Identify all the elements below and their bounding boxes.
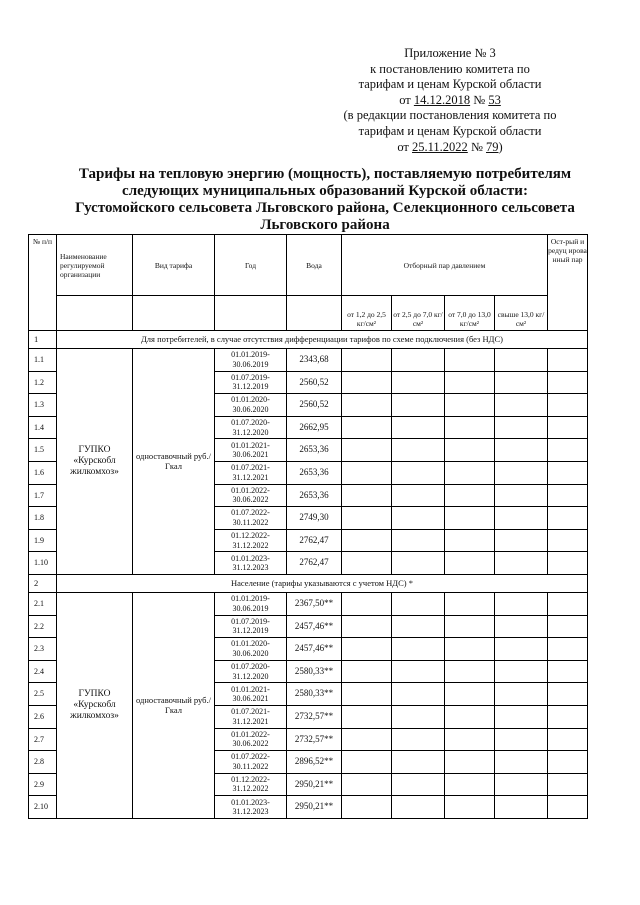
empty-cell — [342, 615, 392, 638]
empty-cell — [548, 371, 588, 394]
title-line-1: Тарифы на тепловую энергию (мощность), поставляемую потребителям — [78, 166, 572, 182]
empty-cell — [392, 552, 445, 575]
empty-cell — [445, 638, 495, 661]
empty-cell — [495, 439, 548, 462]
tariff-type: одноставочный руб./Гкал — [133, 349, 215, 575]
water-tariff-value: 2896,52** — [287, 751, 342, 774]
empty-cell — [548, 615, 588, 638]
period: 01.01.2019-30.06.2019 — [215, 592, 287, 615]
period: 01.07.2020-31.12.2020 — [215, 660, 287, 683]
row-number: 2.2 — [29, 615, 57, 638]
empty-cell — [342, 705, 392, 728]
appendix-number: Приложение № 3 — [404, 46, 496, 60]
empty-cell — [445, 552, 495, 575]
section-title: Для потребителей, в случае отсутствия дифференциации тарифов по схеме подключения (без НДС) — [57, 331, 588, 349]
section-title: Население (тарифы указываются с учетом НДС) * — [57, 574, 588, 592]
period: 01.07.2022-30.11.2022 — [215, 751, 287, 774]
period: 01.07.2020-31.12.2020 — [215, 416, 287, 439]
row-number: 1.5 — [29, 439, 57, 462]
period: 01.01.2019-30.06.2019 — [215, 349, 287, 372]
header-pressure-2: от 2,5 до 7,0 кг/см² — [392, 296, 445, 331]
empty-cell — [445, 349, 495, 372]
appendix-line-7: от 25.11.2022 № 79) — [397, 139, 503, 154]
empty-cell — [342, 638, 392, 661]
empty-cell — [392, 461, 445, 484]
empty-cell — [342, 507, 392, 530]
empty-cell — [445, 796, 495, 819]
empty-cell — [495, 638, 548, 661]
empty-cell — [548, 552, 588, 575]
period: 01.07.2019-31.12.2019 — [215, 371, 287, 394]
empty-cell — [392, 529, 445, 552]
empty-cell — [392, 416, 445, 439]
empty-cell — [342, 751, 392, 774]
section-number: 2 — [29, 574, 57, 592]
appendix-line-3: тарифам и ценам Курской области — [358, 77, 542, 92]
period: 01.01.2020-30.06.2020 — [215, 638, 287, 661]
empty-cell — [392, 615, 445, 638]
empty-cell — [392, 484, 445, 507]
period: 01.07.2022-30.11.2022 — [215, 507, 287, 530]
header-steam: Отборный пар давлением — [342, 235, 548, 296]
empty-cell — [548, 592, 588, 615]
empty-cell — [495, 484, 548, 507]
water-tariff-value: 2560,52 — [287, 394, 342, 417]
water-tariff-value: 2950,21** — [287, 773, 342, 796]
period: 01.07.2019-31.12.2019 — [215, 615, 287, 638]
empty-cell — [392, 660, 445, 683]
row-number: 1.4 — [29, 416, 57, 439]
empty-cell — [342, 416, 392, 439]
empty-cell — [495, 507, 548, 530]
empty-cell — [342, 439, 392, 462]
empty-cell — [342, 552, 392, 575]
period: 01.01.2020-30.06.2020 — [215, 394, 287, 417]
empty-cell — [392, 683, 445, 706]
empty-cell — [548, 529, 588, 552]
empty-cell — [548, 660, 588, 683]
period: 01.01.2021-30.06.2021 — [215, 683, 287, 706]
tariff-type: одноставочный руб./Гкал — [133, 592, 215, 818]
period: 01.01.2022-30.06.2022 — [215, 484, 287, 507]
period: 01.07.2021-31.12.2021 — [215, 461, 287, 484]
revision-doc-number: 79 — [486, 139, 499, 154]
empty-cell — [342, 592, 392, 615]
empty-cell — [445, 416, 495, 439]
revision-date: 25.11.2022 — [412, 139, 468, 154]
water-tariff-value: 2580,33** — [287, 683, 342, 706]
row-number: 1.2 — [29, 371, 57, 394]
empty-cell — [495, 371, 548, 394]
empty-cell — [495, 728, 548, 751]
row-number: 1.1 — [29, 349, 57, 372]
empty-cell — [548, 484, 588, 507]
section-row — [29, 574, 588, 592]
empty-cell — [392, 439, 445, 462]
row-number: 2.8 — [29, 751, 57, 774]
empty-cell — [548, 705, 588, 728]
empty-cell — [495, 660, 548, 683]
table-header-row — [29, 235, 588, 296]
row-number: 2.4 — [29, 660, 57, 683]
title-line-2: следующих муниципальных образований Курской области: — [122, 183, 528, 199]
water-tariff-value: 2367,50** — [287, 592, 342, 615]
empty-cell — [342, 461, 392, 484]
empty-cell — [495, 751, 548, 774]
row-number: 2.1 — [29, 592, 57, 615]
empty-cell — [548, 751, 588, 774]
water-tariff-value: 2653,36 — [287, 439, 342, 462]
appendix-line-4: от 14.12.2018 № 53 — [399, 92, 501, 107]
empty-cell — [495, 615, 548, 638]
table-row — [29, 349, 588, 372]
appendix-header — [330, 46, 570, 155]
water-tariff-value: 2762,47 — [287, 552, 342, 575]
organization-name: ГУПКО «Курскобл жилкомхоз» — [57, 349, 133, 575]
header-num: № п/п — [29, 235, 57, 331]
empty-cell — [445, 484, 495, 507]
empty-cell — [392, 349, 445, 372]
tariff-table — [28, 234, 588, 819]
empty-cell — [392, 751, 445, 774]
row-number: 2.10 — [29, 796, 57, 819]
period: 01.01.2022-30.06.2022 — [215, 728, 287, 751]
empty-cell — [342, 349, 392, 372]
empty-cell — [445, 529, 495, 552]
empty-cell — [495, 394, 548, 417]
row-number: 1.7 — [29, 484, 57, 507]
water-tariff-value: 2560,52 — [287, 371, 342, 394]
title-line-4: Льговского района — [260, 217, 390, 233]
appendix-line-5: (в редакции постановления комитета по — [343, 108, 557, 123]
appendix-line-6: тарифам и ценам Курской области — [358, 123, 542, 138]
empty-cell — [342, 773, 392, 796]
empty-cell — [445, 615, 495, 638]
period: 01.12.2022-31.12.2022 — [215, 529, 287, 552]
section-number: 1 — [29, 331, 57, 349]
empty-cell — [392, 796, 445, 819]
empty-cell — [445, 371, 495, 394]
period: 01.01.2021-30.06.2021 — [215, 439, 287, 462]
empty-cell — [342, 796, 392, 819]
empty-cell — [548, 638, 588, 661]
row-number: 1.9 — [29, 529, 57, 552]
header-org: Наименование регулируемой организации — [57, 235, 133, 296]
empty-cell — [342, 394, 392, 417]
empty-cell — [392, 592, 445, 615]
row-number: 2.9 — [29, 773, 57, 796]
empty-cell — [342, 484, 392, 507]
water-tariff-value: 2457,46** — [287, 638, 342, 661]
row-number: 2.6 — [29, 705, 57, 728]
row-number: 2.7 — [29, 728, 57, 751]
header-tariff-type: Вид тарифа — [133, 235, 215, 296]
empty-cell — [548, 349, 588, 372]
row-number: 1.3 — [29, 394, 57, 417]
appendix-line-2: к постановлению комитета по — [370, 61, 530, 76]
empty-cell — [548, 728, 588, 751]
row-number: 1.10 — [29, 552, 57, 575]
empty-cell — [548, 439, 588, 462]
table-row — [29, 592, 588, 615]
empty-cell — [392, 371, 445, 394]
water-tariff-value: 2732,57** — [287, 728, 342, 751]
empty-cell — [445, 660, 495, 683]
empty-cell — [445, 439, 495, 462]
row-number: 1.8 — [29, 507, 57, 530]
water-tariff-value: 2762,47 — [287, 529, 342, 552]
empty-cell — [495, 349, 548, 372]
empty-cell — [392, 728, 445, 751]
section-row — [29, 331, 588, 349]
organization-name: ГУПКО «Курскобл жилкомхоз» — [57, 592, 133, 818]
empty-cell — [495, 529, 548, 552]
empty-cell — [445, 592, 495, 615]
empty-cell — [495, 552, 548, 575]
period: 01.07.2021-31.12.2021 — [215, 705, 287, 728]
empty-cell — [548, 796, 588, 819]
period: 01.01.2023-31.12.2023 — [215, 796, 287, 819]
header-pressure-3: от 7,0 до 13,0 кг/см² — [445, 296, 495, 331]
water-tariff-value: 2732,57** — [287, 705, 342, 728]
water-tariff-value: 2662,95 — [287, 416, 342, 439]
empty-cell — [495, 796, 548, 819]
period: 01.01.2023-31.12.2023 — [215, 552, 287, 575]
empty-cell — [445, 773, 495, 796]
empty-cell — [548, 416, 588, 439]
empty-cell — [445, 705, 495, 728]
empty-cell — [495, 461, 548, 484]
empty-cell — [495, 592, 548, 615]
table-subheader-row — [29, 296, 588, 331]
period: 01.12.2022-31.12.2022 — [215, 773, 287, 796]
empty-cell — [445, 751, 495, 774]
empty-cell — [392, 394, 445, 417]
empty-cell — [445, 394, 495, 417]
header-pressure-4: свыше 13,0 кг/см² — [495, 296, 548, 331]
water-tariff-value: 2749,30 — [287, 507, 342, 530]
empty-cell — [445, 507, 495, 530]
water-tariff-value: 2653,36 — [287, 461, 342, 484]
row-number: 1.6 — [29, 461, 57, 484]
empty-cell — [342, 683, 392, 706]
empty-cell — [445, 683, 495, 706]
empty-cell — [548, 394, 588, 417]
document-title — [40, 166, 610, 234]
header-pressure-1: от 1,2 до 2,5 кг/см² — [342, 296, 392, 331]
empty-cell — [342, 371, 392, 394]
empty-cell — [548, 773, 588, 796]
empty-cell — [548, 507, 588, 530]
empty-cell — [445, 461, 495, 484]
appendix-doc-number: 53 — [488, 92, 501, 107]
empty-cell — [342, 529, 392, 552]
appendix-date: 14.12.2018 — [413, 92, 471, 107]
water-tariff-value: 2653,36 — [287, 484, 342, 507]
water-tariff-value: 2580,33** — [287, 660, 342, 683]
empty-cell — [495, 683, 548, 706]
row-number: 2.3 — [29, 638, 57, 661]
header-water: Вода — [287, 235, 342, 296]
header-year: Год — [215, 235, 287, 296]
row-number: 2.5 — [29, 683, 57, 706]
empty-cell — [548, 683, 588, 706]
header-sharp-steam: Ост-рый и редуц ирова нный пар — [548, 235, 588, 331]
water-tariff-value: 2343,68 — [287, 349, 342, 372]
empty-cell — [548, 461, 588, 484]
empty-cell — [495, 416, 548, 439]
empty-cell — [392, 773, 445, 796]
empty-cell — [342, 728, 392, 751]
water-tariff-value: 2950,21** — [287, 796, 342, 819]
empty-cell — [495, 705, 548, 728]
empty-cell — [495, 773, 548, 796]
empty-cell — [392, 507, 445, 530]
empty-cell — [392, 705, 445, 728]
empty-cell — [445, 728, 495, 751]
title-line-3: Густомойского сельсовета Льговского района, Селекционного сельсовета — [75, 200, 575, 216]
water-tariff-value: 2457,46** — [287, 615, 342, 638]
empty-cell — [392, 638, 445, 661]
empty-cell — [342, 660, 392, 683]
